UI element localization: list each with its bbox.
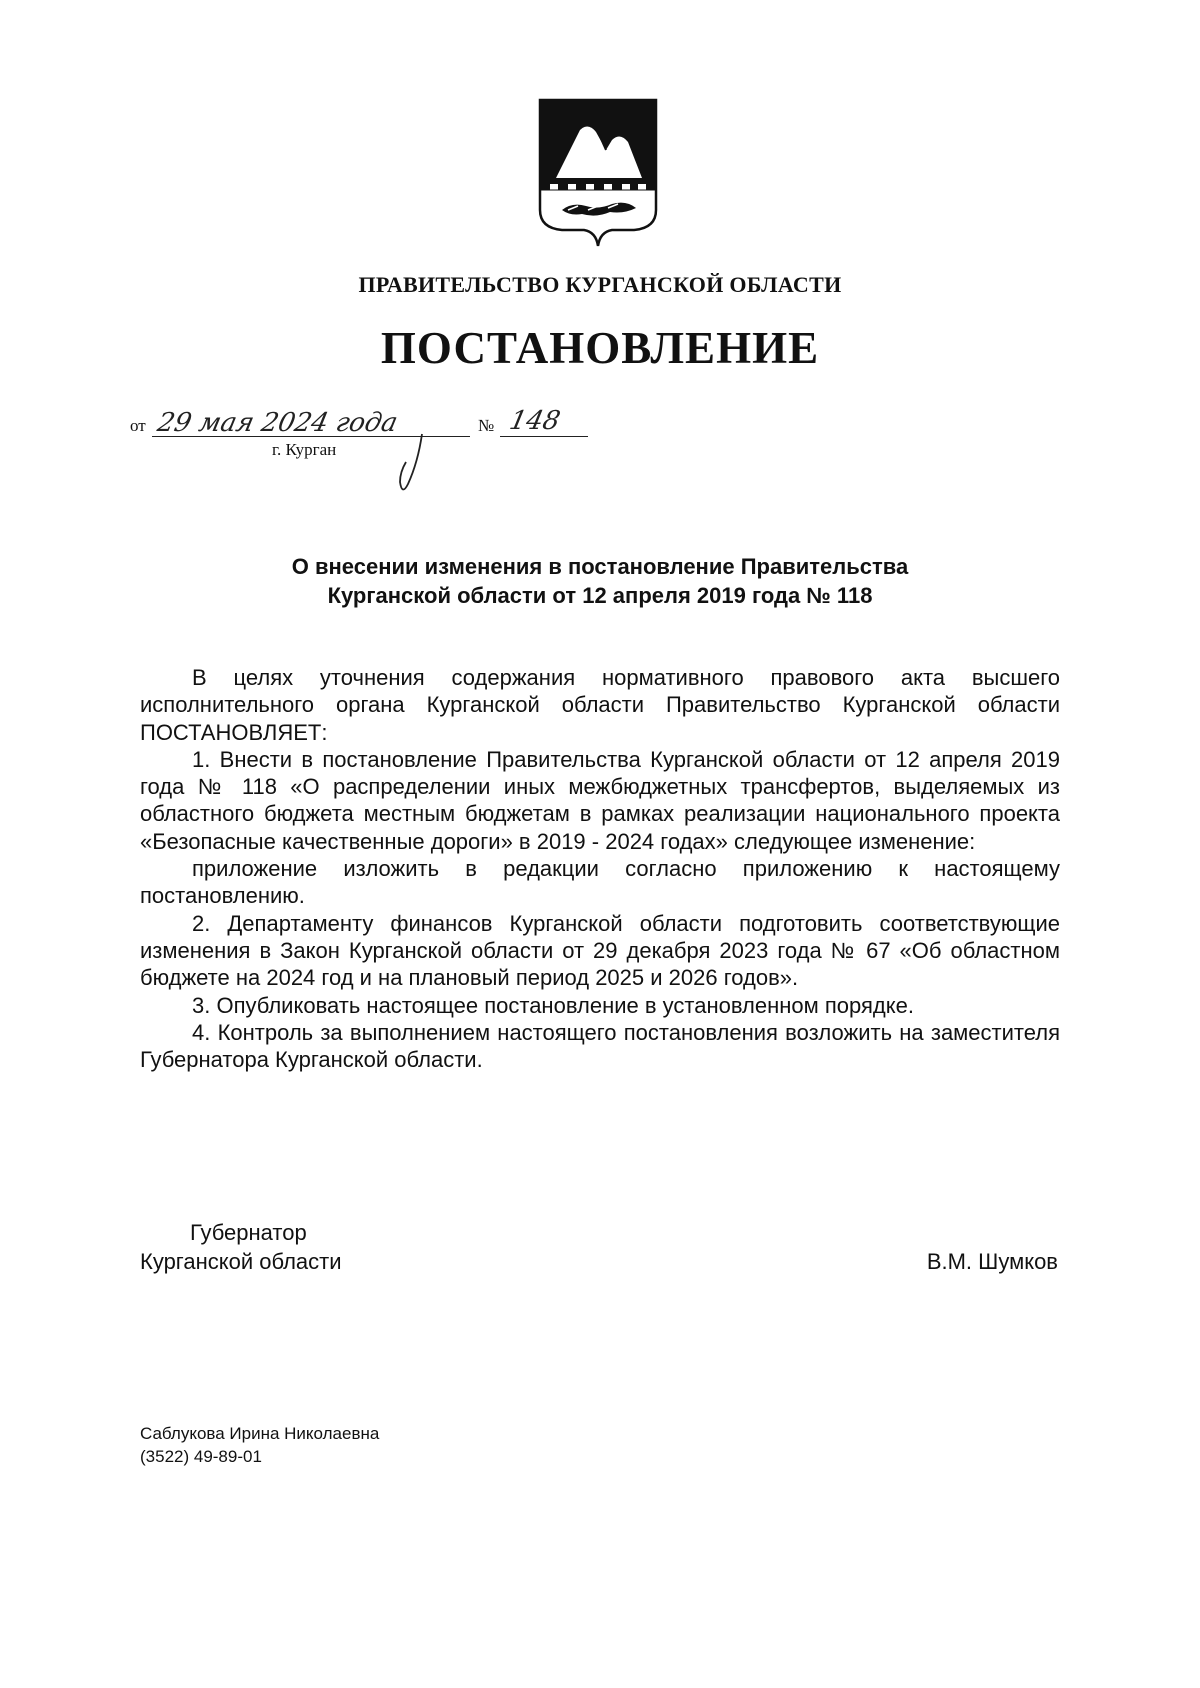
executor-contact	[140, 1422, 379, 1468]
city-label: г. Курган	[272, 440, 337, 459]
signatory-title-line-1: Губернатор	[190, 1220, 307, 1245]
handwritten-stroke-mark	[396, 432, 426, 498]
document-body	[140, 664, 1060, 1073]
number-label: №	[478, 416, 495, 435]
date-from-label: от	[130, 416, 146, 435]
executor-name: Саблукова Ирина Николаевна	[140, 1424, 380, 1443]
date-number-line	[130, 406, 600, 500]
body-paragraph-item-1-change: приложение изложить в редакции согласно приложению к настоящему постановлению.	[140, 856, 1060, 909]
date-handwritten: 29 мая 2024 года	[154, 408, 401, 438]
document-type-title: ПОСТАНОВЛЕНИЕ	[380, 323, 820, 373]
number-underline	[500, 436, 588, 437]
body-paragraph-item-3: 3. Опубликовать настоящее постановление в установленном порядке.	[192, 992, 914, 1018]
executor-phone: (3522) 49-89-01	[140, 1447, 262, 1466]
government-name: ПРАВИТЕЛЬСТВО КУРГАНСКОЙ ОБЛАСТИ	[358, 272, 842, 297]
body-paragraph-preamble: В целях уточнения содержания нормативного правового акта высшего исполнительного органа Курганской области Правительство Курганской области ПОСТАНОВЛЯЕТ:	[140, 665, 1060, 745]
body-paragraph-item-1: 1. Внести в постановление Правительства Курганской области от 12 апреля 2019 года № 118 «О распределении иных межбюджетных трансфертов, выделяемых из областного бюджета местным бюджетам в рамках реализации национального проекта «Безопасные качественные дороги» в 2019 - 2024 годах» следующее изменение:	[140, 746, 1060, 854]
subject-line-1: О внесении изменения в постановление Правительства	[291, 554, 909, 579]
number-handwritten: 148	[506, 406, 563, 436]
signatory-title-line-2: Курганской области	[140, 1249, 342, 1274]
body-paragraph-item-4: 4. Контроль за выполнением настоящего постановления возложить на заместителя Губернатора Курганской области.	[140, 1019, 1060, 1073]
coat-of-arms-emblem	[538, 98, 658, 248]
subject-line-2: Курганской области от 12 апреля 2019 года № 118	[327, 583, 873, 608]
signatory-title	[140, 1218, 342, 1276]
signatory-name: В.М. Шумков	[926, 1249, 1058, 1274]
document-subject	[140, 552, 1060, 610]
body-paragraph-item-2: 2. Департаменту финансов Курганской области подготовить соответствующие изменения в Закон Курганской области от 29 декабря 2023 года № 67 «Об областном бюджете на 2024 год и на плановый период 2025 и 2026 годов».	[140, 910, 1060, 991]
